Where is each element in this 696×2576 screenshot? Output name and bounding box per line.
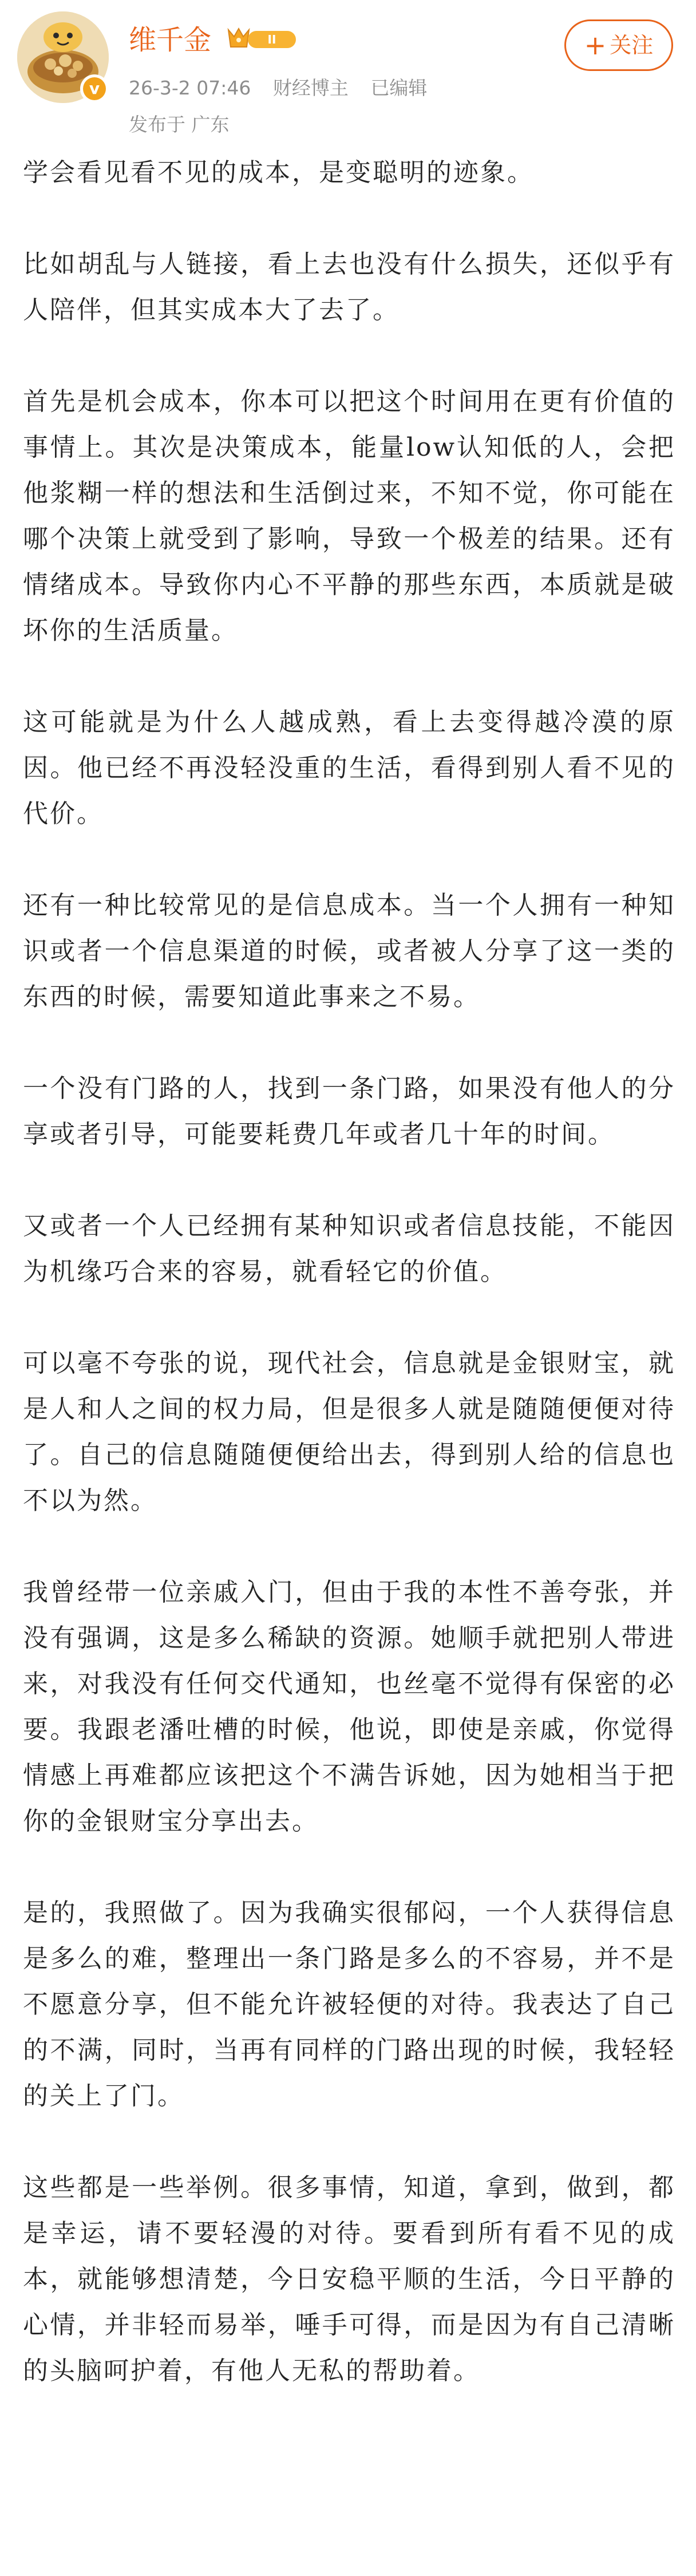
paragraph: 我曾经带一位亲戚入门，但由于我的本性不善夸张，并没有强调，这是多么稀缺的资源。她顺手就把别人带进来，对我没有任何交代通知，也丝毫不觉得有保密的必要。我跟老潘吐槽的时候，他说，即使是亲戚，你觉得情感上再难都应该把这个不满告诉她，因为她相当于把你的金银财宝分享出去。 bbox=[23, 1578, 675, 1836]
paragraph: 是的，我照做了。因为我确实很郁闷，一个人获得信息是多么的难，整理出一条门路是多么的不容易，并不是不愿意分享，但不能允许被轻便的对待。我表达了自己的不满，同时，当再有同样的门路出现的时候，我轻轻的关上了门。 bbox=[23, 1898, 675, 2111]
post-body bbox=[23, 150, 675, 2440]
author-category: 财经博主 bbox=[272, 77, 349, 99]
paragraph: 这可能就是为什么人越成熟，看上去变得越冷漠的原因。他已经不再没轻没重的生活，看得到别人看不见的代价。 bbox=[23, 708, 675, 828]
paragraph: 一个没有门路的人，找到一条门路，如果没有他人的分享或者引导，可能要耗费几年或者几十年的时间。 bbox=[23, 1074, 675, 1149]
paragraph: 首先是机会成本，你本可以把这个时间用在更有价值的事情上。其次是决策成本，能量low认知低的人，会把他浆糊一样的想法和生活倒过来，不知不觉，你可能在哪个决策上就受到了影响，导致一个极差的结果。还有情绪成本。导致你内心不平静的那些东西，本质就是破坏你的生活质量。 bbox=[23, 387, 675, 645]
post-location: 发布于 广东 bbox=[129, 113, 230, 136]
follow-button[interactable] bbox=[564, 19, 673, 71]
paragraph: 还有一种比较常见的是信息成本。当一个人拥有一种知识或者一个信息渠道的时候，或者被人分享了这一类的东西的时候，需要知道此事来之不易。 bbox=[23, 891, 675, 1012]
level-badge-label: II bbox=[267, 33, 276, 46]
follow-button-label: 关注 bbox=[610, 33, 654, 58]
paragraph: 比如胡乱与人链接，看上去也没有什么损失，还似乎有人陪伴，但其实成本大了去了。 bbox=[23, 250, 675, 325]
edited-label: 已编辑 bbox=[370, 77, 428, 99]
post-meta bbox=[129, 76, 443, 101]
paragraph: 又或者一个人已经拥有某种知识或者信息技能，不能因为机缘巧合来的容易，就看轻它的价值。 bbox=[23, 1211, 675, 1286]
level-badge-icon bbox=[225, 25, 299, 53]
paragraph: 可以毫不夸张的说，现代社会，信息就是金银财宝，就是人和人之间的权力局，但是很多人就是随随便便对待了。自己的信息随随便便给出去，得到别人给的信息也不以为然。 bbox=[23, 1349, 675, 1515]
author-name[interactable]: 维千金 bbox=[129, 24, 212, 56]
paragraph: 学会看见看不见的成本，是变聪明的迹象。 bbox=[23, 158, 534, 187]
verified-badge-icon: v bbox=[80, 74, 109, 103]
plus-icon: + bbox=[584, 30, 607, 61]
post-date: 26-3-2 07:46 bbox=[129, 77, 251, 99]
post-header bbox=[0, 0, 696, 155]
paragraph: 这些都是一些举例。很多事情，知道，拿到，做到，都是幸运，请不要轻漫的对待。要看到所有看不见的成本，就能够想清楚，今日安稳平顺的生活，今日平静的心情，并非轻而易举，唾手可得，而是因为有自己清晰的头脑呵护着，有他人无私的帮助着。 bbox=[23, 2173, 675, 2385]
